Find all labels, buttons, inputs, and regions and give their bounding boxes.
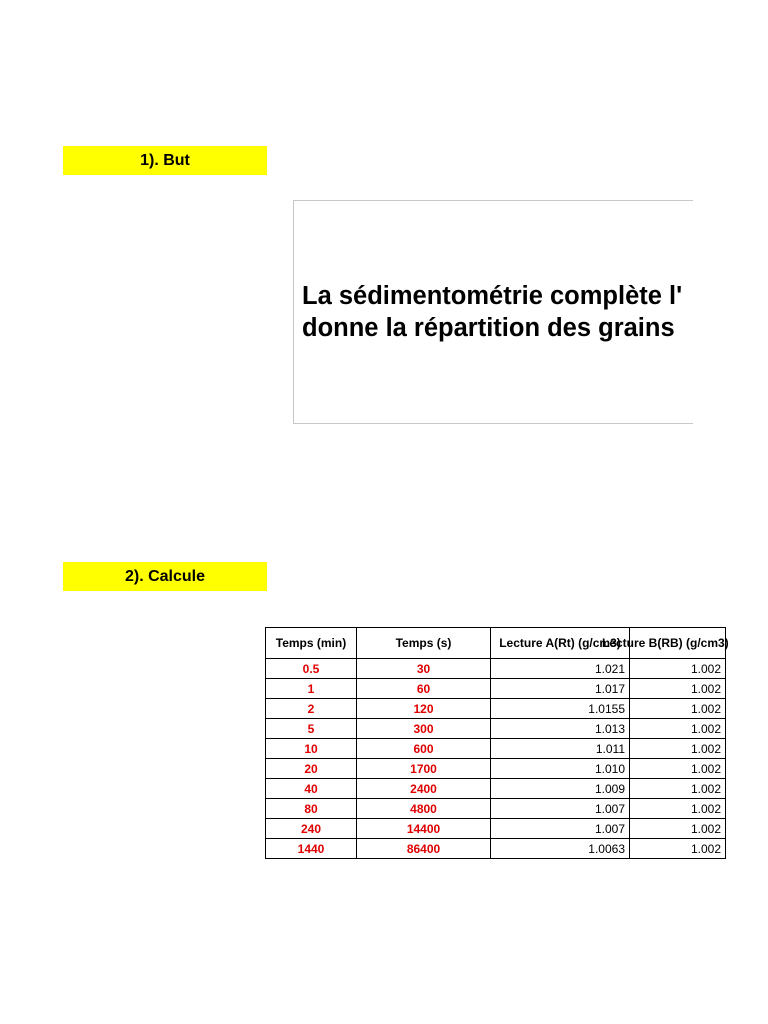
cell-lecture-a: 1.013 <box>491 719 630 739</box>
table-row <box>266 719 726 739</box>
cell-temps-min: 40 <box>266 779 357 799</box>
cell-lecture-b: 1.002 <box>630 839 726 859</box>
cell-lecture-b: 1.002 <box>630 739 726 759</box>
table-row <box>266 779 726 799</box>
cell-temps-s: 30 <box>357 659 491 679</box>
cell-lecture-b: 1.002 <box>630 699 726 719</box>
table-row <box>266 839 726 859</box>
cell-temps-s: 600 <box>357 739 491 759</box>
header-lecture-a: Lecture A(Rt) (g/cm3) <box>491 628 630 659</box>
cell-lecture-b: 1.002 <box>630 819 726 839</box>
cell-temps-s: 2400 <box>357 779 491 799</box>
cell-lecture-b: 1.002 <box>630 719 726 739</box>
table-header-row <box>266 628 726 659</box>
description-line-1: La sédimentométrie complète l' <box>302 282 683 310</box>
table-row <box>266 739 726 759</box>
header-temps-min: Temps (min) <box>266 628 357 659</box>
cell-temps-s: 1700 <box>357 759 491 779</box>
cell-lecture-b: 1.002 <box>630 759 726 779</box>
cell-lecture-a: 1.007 <box>491 799 630 819</box>
cell-lecture-a: 1.010 <box>491 759 630 779</box>
cell-temps-s: 60 <box>357 679 491 699</box>
cell-temps-min: 5 <box>266 719 357 739</box>
cell-lecture-b: 1.002 <box>630 779 726 799</box>
cell-temps-min: 20 <box>266 759 357 779</box>
cell-lecture-a: 1.007 <box>491 819 630 839</box>
cell-temps-min: 1440 <box>266 839 357 859</box>
cell-lecture-b: 1.002 <box>630 659 726 679</box>
cell-lecture-b: 1.002 <box>630 679 726 699</box>
table-row <box>266 819 726 839</box>
cell-lecture-a: 1.0063 <box>491 839 630 859</box>
cell-lecture-a: 1.009 <box>491 779 630 799</box>
cell-lecture-b: 1.002 <box>630 799 726 819</box>
section-label-but: 1). But <box>63 146 267 175</box>
header-lecture-b: Lecture B(RB) (g/cm3) <box>630 628 726 659</box>
cell-lecture-a: 1.021 <box>491 659 630 679</box>
cell-temps-min: 10 <box>266 739 357 759</box>
section-label-calcule: 2). Calcule <box>63 562 267 591</box>
cell-lecture-a: 1.017 <box>491 679 630 699</box>
header-temps-s: Temps (s) <box>357 628 491 659</box>
cell-temps-s: 14400 <box>357 819 491 839</box>
table-body <box>266 659 726 859</box>
description-line-2: donne la répartition des grains <box>302 314 675 342</box>
table-row <box>266 679 726 699</box>
table-row <box>266 799 726 819</box>
cell-temps-s: 4800 <box>357 799 491 819</box>
cell-temps-s: 300 <box>357 719 491 739</box>
cell-lecture-a: 1.011 <box>491 739 630 759</box>
cell-lecture-a: 1.0155 <box>491 699 630 719</box>
cell-temps-min: 240 <box>266 819 357 839</box>
table-row <box>266 759 726 779</box>
cell-temps-min: 80 <box>266 799 357 819</box>
cell-temps-s: 120 <box>357 699 491 719</box>
table-row <box>266 699 726 719</box>
cell-temps-min: 2 <box>266 699 357 719</box>
cell-temps-s: 86400 <box>357 839 491 859</box>
sedimentometry-table <box>265 627 729 859</box>
sedimentometry-table-container <box>265 627 729 859</box>
cell-temps-min: 0.5 <box>266 659 357 679</box>
description-textbox <box>293 200 693 424</box>
table-row <box>266 659 726 679</box>
cell-temps-min: 1 <box>266 679 357 699</box>
